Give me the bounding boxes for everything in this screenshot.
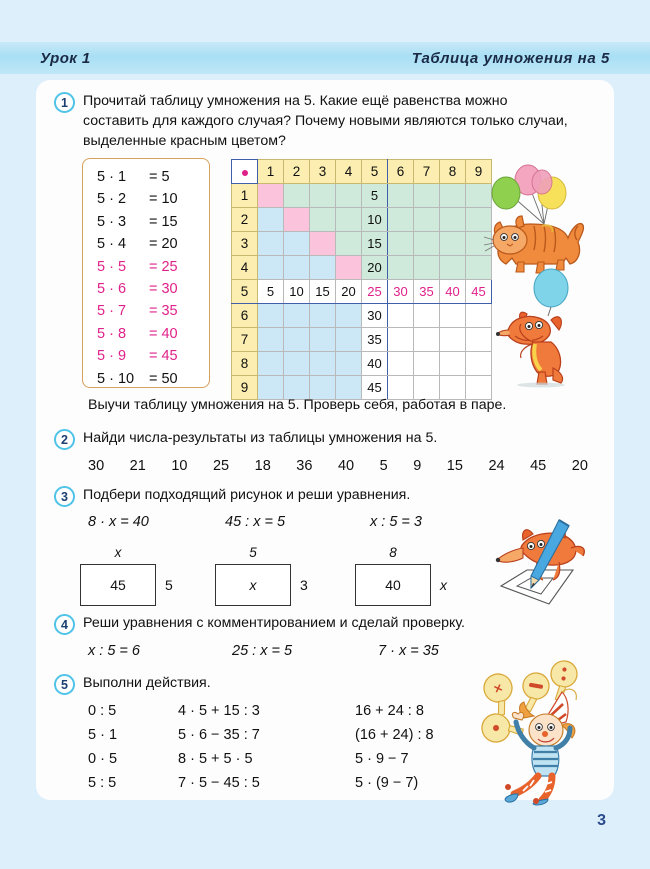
mult-result: = 35 [149,303,178,320]
grid-cell [336,328,362,352]
mult-expression: 5 · 1 [97,169,127,185]
mult-result: = 40 [149,325,178,342]
task-3-equation: x : 5 = 3 [370,514,422,530]
multiplication-table-list [82,158,210,388]
grid-cell [414,232,440,256]
grid-col-header: 5 [362,160,388,184]
grid-cell [310,352,336,376]
task-4-badge: 4 [54,614,75,635]
task-5-expression: 5 · 9 − 7 [355,751,409,767]
task-5-expression: 5 · 6 − 35 : 7 [178,727,260,743]
clown-juggling-illustration [484,668,602,804]
grid-col-header: 7 [414,160,440,184]
grid-cell [440,184,466,208]
grid-cell [336,304,362,328]
mult-row [83,188,209,210]
grid-cell [414,352,440,376]
grid-row-header: 8 [232,352,258,376]
mult-expression: 5 · 6 [97,281,127,298]
grid-cell: 15 [310,280,336,304]
task-4 [54,613,632,635]
grid-cell [258,208,284,232]
dog-with-balloon-illustration [493,268,593,386]
grid-cell [440,208,466,232]
table-row [232,184,492,208]
task-2-number: 40 [337,458,355,474]
box-inside-value: 40 [355,564,431,606]
grid-cell: 40 [440,280,466,304]
grid-row-header: 2 [232,208,258,232]
task-2-badge: 2 [54,429,75,450]
task-2 [54,428,632,450]
task-5-text: Выполни действия. [83,675,211,691]
grid-cell [258,304,284,328]
grid-cell [388,208,414,232]
mult-row [83,323,209,345]
task-4-text: Реши уравнения с комментированием и сделай проверку. [83,615,465,631]
mult-expression: 5 · 5 [97,258,127,275]
grid-cell: 20 [362,256,388,280]
grid-row-header: 9 [232,376,258,400]
equation-box-figure [215,545,308,606]
task-4-equation: 7 · x = 35 [378,643,439,659]
grid-cell [466,304,492,328]
task-5-expression: 0 · 5 [88,751,118,767]
grid-cell: 35 [414,280,440,304]
grid-cell [284,184,310,208]
mult-row [83,300,209,322]
grid-cell [414,256,440,280]
mult-result: = 50 [149,370,178,387]
mult-result: = 20 [149,236,178,253]
task-1-text: Прочитай таблицу умножения на 5. Какие ещё равенства можно составить для каждого случая? Почему новыми являются только случаи, выделенные красным цветом? [83,93,568,149]
grid-cell: 30 [362,304,388,328]
task-4-equation: x : 5 = 6 [88,643,140,659]
box-side-value: x [440,577,447,593]
mult-row [83,211,209,233]
mult-result: = 30 [149,281,178,298]
task-2-number: 5 [379,458,388,474]
practice-note-text: Выучи таблицу умножения на 5. Проверь себя, работая в паре. [88,397,507,413]
task-3 [54,485,632,507]
grid-cell [440,352,466,376]
grid-cell [440,256,466,280]
grid-cell [466,352,492,376]
grid-cell [284,328,310,352]
task-2-number: 15 [446,458,463,474]
box-side-value: 5 [165,577,173,593]
grid-col-header: 2 [284,160,310,184]
table-row [232,280,492,304]
grid-cell [310,328,336,352]
equation-box-figure [80,545,173,606]
grid-cell: 45 [362,376,388,400]
grid-cell [258,256,284,280]
task-4-equation: 25 : x = 5 [232,643,293,659]
grid-cell: 10 [284,280,310,304]
grid-cell [440,232,466,256]
table-row [232,208,492,232]
grid-cell: 35 [362,328,388,352]
task-3-equation: 45 : x = 5 [225,514,286,530]
mult-row [83,278,209,300]
task-5-expression: (16 + 24) : 8 [355,727,434,743]
task-5-expression: 8 · 5 + 5 · 5 [178,751,253,767]
practice-note [88,395,650,415]
grid-cell [388,304,414,328]
grid-cell: 20 [336,280,362,304]
grid-cell [466,328,492,352]
mult-result: = 5 [149,169,170,185]
grid-col-header: 9 [466,160,492,184]
task-5-badge: 5 [54,674,75,695]
grid-cell [258,232,284,256]
grid-cell [284,304,310,328]
grid-cell [414,184,440,208]
lesson-label: Урок 1 [40,49,91,67]
multiplication-grid [231,159,492,400]
mult-expression: 5 · 9 [97,348,127,365]
grid-cell [310,256,336,280]
task-2-number: 45 [530,458,547,474]
grid-cell [310,184,336,208]
grid-cell: 40 [362,352,388,376]
mult-expression: 5 · 3 [97,213,127,230]
grid-cell [388,256,414,280]
dog-writing-illustration [487,518,599,614]
page-header [0,42,650,74]
grid-cell [336,184,362,208]
page-title: Таблица умножения на 5 [411,49,610,67]
grid-cell [284,232,310,256]
table-row [232,232,492,256]
task-1-badge: 1 [54,92,75,113]
grid-cell [336,208,362,232]
grid-cell [336,352,362,376]
box-inside-value: x [215,564,291,606]
mult-result: = 10 [149,191,178,208]
page-number: 3 [597,812,606,829]
mult-expression: 5 · 7 [97,303,127,320]
grid-cell [388,232,414,256]
task-2-number: 21 [129,458,146,474]
task-5-expression: 7 · 5 − 45 : 5 [178,775,260,791]
mult-expression: 5 · 8 [97,325,127,342]
table-row [232,304,492,328]
grid-row-header: 7 [232,328,258,352]
grid-cell: 25 [362,280,388,304]
task-2-number: 24 [488,458,505,474]
grid-row-header: 4 [232,256,258,280]
grid-cell [258,184,284,208]
grid-cell [284,256,310,280]
task-3-badge: 3 [54,486,75,507]
grid-cell [440,328,466,352]
grid-cell [414,328,440,352]
task-5-expression: 4 · 5 + 15 : 3 [178,703,260,719]
grid-row-header: 6 [232,304,258,328]
grid-cell [336,232,362,256]
grid-cell [388,184,414,208]
table-row [232,256,492,280]
task-5-expression: 5 · 1 [88,727,118,743]
grid-cell [284,208,310,232]
grid-cell [388,352,414,376]
box-top-label: x [114,545,122,560]
task-2-number: 10 [171,458,188,474]
task-2-number: 30 [88,458,105,474]
equation-box-figure [355,545,447,606]
grid-cell: 10 [362,208,388,232]
grid-col-header: 1 [258,160,284,184]
task-2-number: 20 [571,458,588,474]
task-2-number: 18 [254,458,271,474]
mult-row [83,368,209,390]
grid-cell [414,304,440,328]
box-top-label: 8 [389,545,397,560]
dot-icon [232,160,258,184]
mult-result: = 15 [149,213,178,230]
mult-result: = 25 [149,258,178,275]
task-5-expression: 5 : 5 [88,775,117,791]
grid-cell [440,304,466,328]
grid-col-header: 4 [336,160,362,184]
grid-row-header: 3 [232,232,258,256]
grid-cell [336,256,362,280]
mult-row [83,166,209,188]
box-side-value: 3 [300,577,308,593]
grid-col-header: 3 [310,160,336,184]
box-top-label: 5 [249,545,257,560]
task-2-number: 9 [413,458,422,474]
box-inside-value: 45 [80,564,156,606]
mult-expression: 5 · 2 [97,191,127,208]
task-2-number: 36 [296,458,313,474]
mult-row [83,345,209,367]
mult-expression: 5 · 10 [97,370,135,387]
task-5-expression: 16 + 24 : 8 [355,703,424,719]
task-2-text: Найди числа-результаты из таблицы умножения на 5. [83,430,438,446]
grid-cell: 5 [258,280,284,304]
grid-col-header: 8 [440,160,466,184]
mult-result: = 45 [149,348,178,365]
grid-cell: 15 [362,232,388,256]
table-row [232,352,492,376]
grid-cell [284,352,310,376]
grid-cell [310,232,336,256]
grid-cell [310,208,336,232]
mult-row [83,233,209,255]
grid-cell [388,328,414,352]
grid-cell [310,304,336,328]
grid-cell: 45 [466,280,492,304]
grid-col-header: 6 [388,160,414,184]
task-2-number-list [88,458,588,474]
mult-expression: 5 · 4 [97,236,127,253]
task-2-number: 25 [212,458,230,474]
grid-cell [258,352,284,376]
task-3-equation: 8 · x = 40 [88,514,149,530]
mult-row [83,256,209,278]
task-1 [54,91,574,151]
grid-row-header: 1 [232,184,258,208]
svg-text:×: × [491,679,505,697]
grid-cell [258,328,284,352]
grid-cell: 30 [388,280,414,304]
task-5-expression: 5 · (9 − 7) [355,775,419,791]
grid-header-row [232,160,492,184]
grid-row-header: 5 [232,280,258,304]
task-3-text: Подбери подходящий рисунок и реши уравнения. [83,487,411,503]
table-row [232,328,492,352]
task-5-expression: 0 : 5 [88,703,117,719]
grid-cell: 5 [362,184,388,208]
grid-cell [414,208,440,232]
